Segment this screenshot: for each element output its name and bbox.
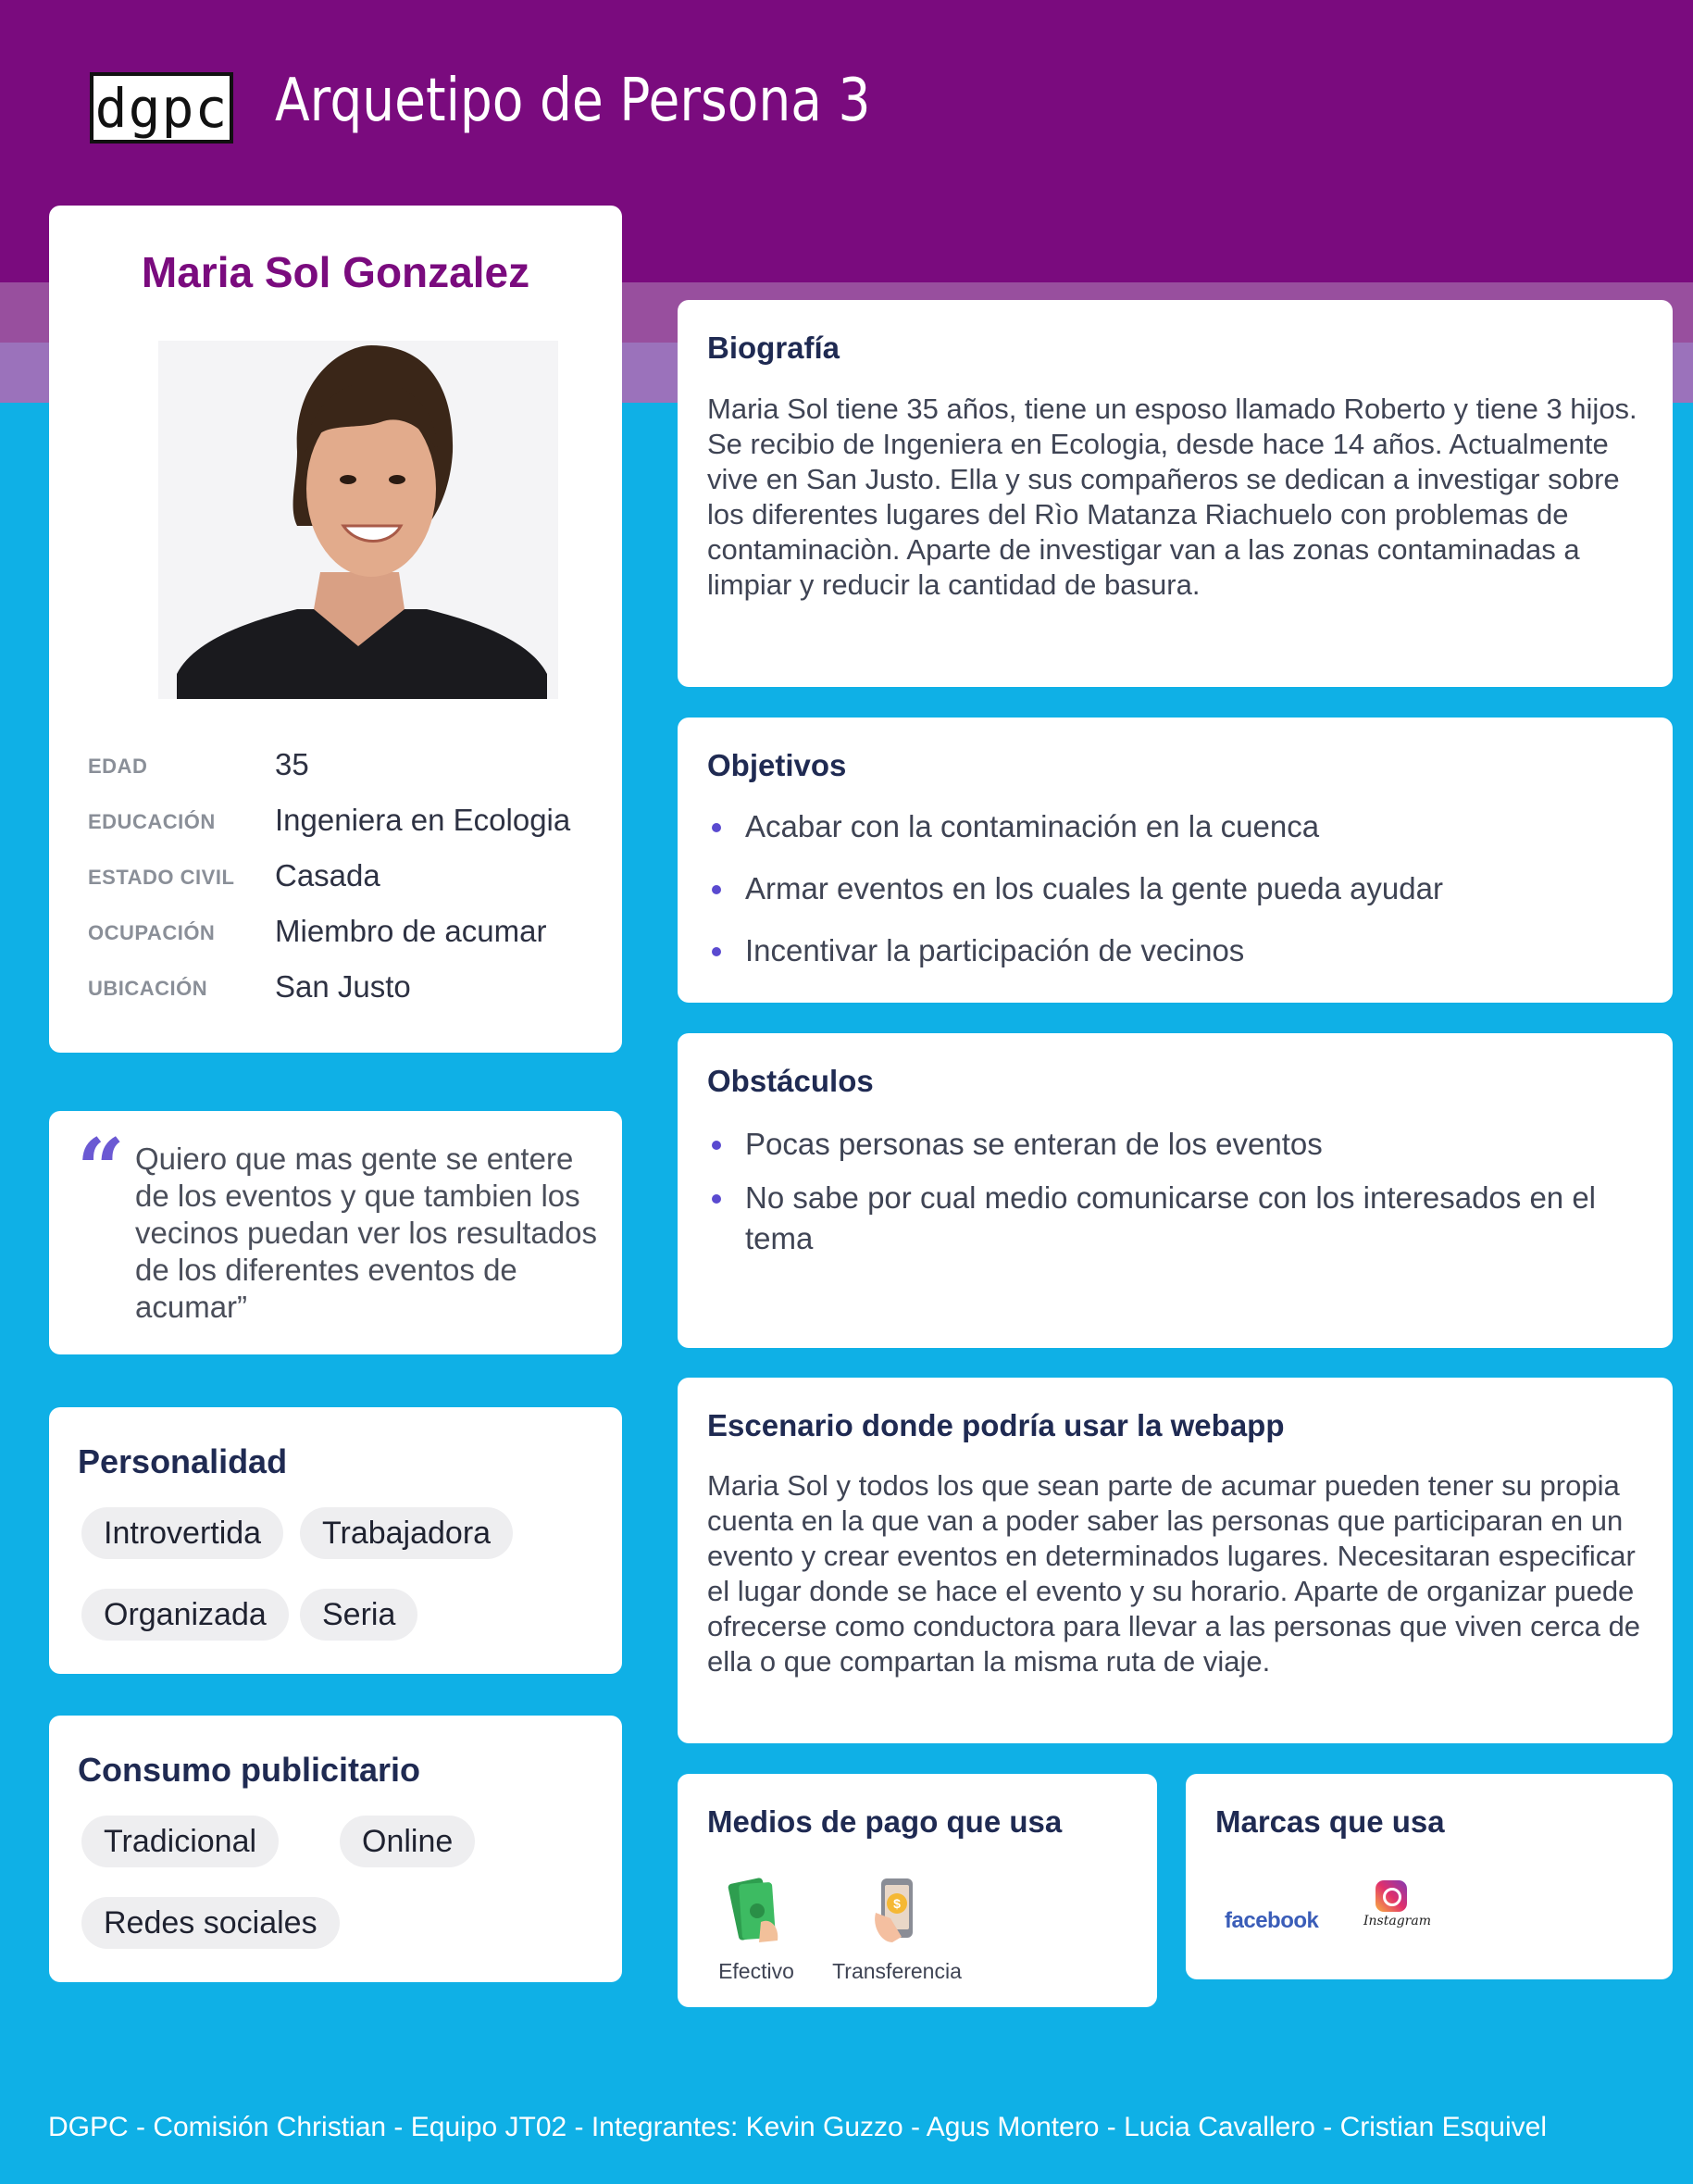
personality-tag: Organizada	[81, 1589, 289, 1641]
dgpc-logo: dgpc	[90, 72, 233, 144]
instagram-label: Instagram	[1363, 1914, 1431, 1928]
detail-row-ocupacion	[88, 914, 606, 951]
detail-value: 35	[275, 747, 309, 781]
list-item: Armar eventos en los cuales la gente pueda ayudar	[707, 868, 1642, 909]
consumo-title: Consumo publicitario	[78, 1751, 421, 1789]
detail-value: Miembro de acumar	[275, 914, 547, 948]
svg-text:$: $	[893, 1896, 901, 1911]
detail-label: EDUCACIÓN	[88, 810, 216, 833]
detail-label: ESTADO CIVIL	[88, 866, 235, 889]
instagram-logo	[1363, 1880, 1431, 1928]
media-tag: Redes sociales	[81, 1897, 340, 1949]
quote-card	[49, 1111, 622, 1354]
escenario-card	[678, 1378, 1673, 1743]
quote-icon: “	[77, 1120, 125, 1218]
detail-row-estado-civil	[88, 858, 606, 895]
media-tag: Tradicional	[81, 1816, 279, 1867]
obstaculos-title: Obstáculos	[707, 1064, 874, 1098]
phone-transfer-icon	[865, 1876, 929, 1945]
marcas-title: Marcas que usa	[1215, 1804, 1445, 1839]
obstaculos-list	[707, 1124, 1642, 1259]
portrait-illustration	[158, 341, 558, 699]
personality-tag: Introvertida	[81, 1507, 283, 1559]
personality-tag: Trabajadora	[300, 1507, 513, 1559]
objetivos-card	[678, 718, 1673, 1003]
footer-credits: DGPC - Comisión Christian - Equipo JT02 - Integrantes: Kevin Guzzo - Agus Montero - Lucia Cavallero - Cristian Esquivel	[48, 2112, 1547, 2142]
page-title: Arquetipo de Persona 3	[275, 67, 871, 135]
biografia-card	[678, 300, 1673, 687]
detail-label: OCUPACIÓN	[88, 921, 216, 944]
list-item: Incentivar la participación de vecinos	[707, 930, 1642, 971]
personality-tag: Seria	[300, 1589, 417, 1641]
obstaculos-card	[678, 1033, 1673, 1348]
escenario-title: Escenario donde podría usar la webapp	[707, 1408, 1285, 1442]
list-item: No sabe por cual medio comunicarse con los interesados en el tema	[707, 1178, 1642, 1259]
biografia-title: Biografía	[707, 331, 840, 365]
list-item: Acabar con la contaminación en la cuenca	[707, 806, 1642, 847]
facebook-logo: facebook	[1225, 1908, 1319, 1933]
personalidad-title: Personalidad	[78, 1442, 288, 1480]
persona-photo	[158, 341, 558, 699]
detail-row-edad	[88, 747, 606, 784]
quote-text: Quiero que mas gente se entere de los eventos y que tambien los vecinos puedan ver los resultados de los diferentes eventos de acumar”	[135, 1142, 597, 1324]
biografia-text: Maria Sol tiene 35 años, tiene un esposo llamado Roberto y tiene 3 hijos. Se recibio de Ingeniera en Ecologia, desde hace 14 años. Actualmente vive en San Justo. Ella y sus compañeros se dedican a investigar sobre los diferentes lugares del Rìo Matanza Riachuelo con problemas de contaminaciòn. Aparte de investigar van a las zonas contaminadas a limpiar y reducir la cantidad de basura.	[707, 393, 1637, 601]
personalidad-card	[49, 1407, 622, 1674]
media-tag: Online	[340, 1816, 475, 1867]
objetivos-list	[707, 806, 1642, 971]
escenario-text: Maria Sol y todos los que sean parte de acumar pueden tener su propia cuenta en la que van a poder saber las personas que participaran en un evento y crear eventos en determinados lugares. Necesitaran especificar el lugar donde se hace el evento y su horario. Aparte de organizar puede ofrecerse como conductora para llevar a las personas que viven cerca de ella o que compartan la misma ruta de viaje.	[707, 1469, 1641, 1678]
detail-row-educacion	[88, 803, 606, 840]
objetivos-title: Objetivos	[707, 748, 847, 782]
payment-label: Efectivo	[718, 1959, 794, 1983]
persona-name: Maria Sol Gonzalez	[141, 248, 530, 296]
payment-method-efectivo	[705, 1876, 807, 1984]
medios-pago-title: Medios de pago que usa	[707, 1804, 1063, 1839]
payment-label: Transferencia	[832, 1959, 962, 1983]
detail-value: Casada	[275, 858, 380, 892]
detail-row-ubicacion	[88, 969, 606, 1006]
cash-icon	[724, 1876, 789, 1945]
marcas-card	[1186, 1774, 1673, 1979]
consumo-card	[49, 1716, 622, 1982]
detail-label: UBICACIÓN	[88, 977, 208, 1000]
payment-method-transferencia	[828, 1876, 966, 1984]
list-item: Pocas personas se enteran de los eventos	[707, 1124, 1642, 1165]
detail-value: San Justo	[275, 969, 411, 1004]
profile-card	[49, 206, 622, 1053]
detail-label: EDAD	[88, 755, 148, 778]
instagram-icon	[1376, 1880, 1407, 1912]
medios-pago-card	[678, 1774, 1157, 2007]
detail-value: Ingeniera en Ecologia	[275, 803, 571, 837]
